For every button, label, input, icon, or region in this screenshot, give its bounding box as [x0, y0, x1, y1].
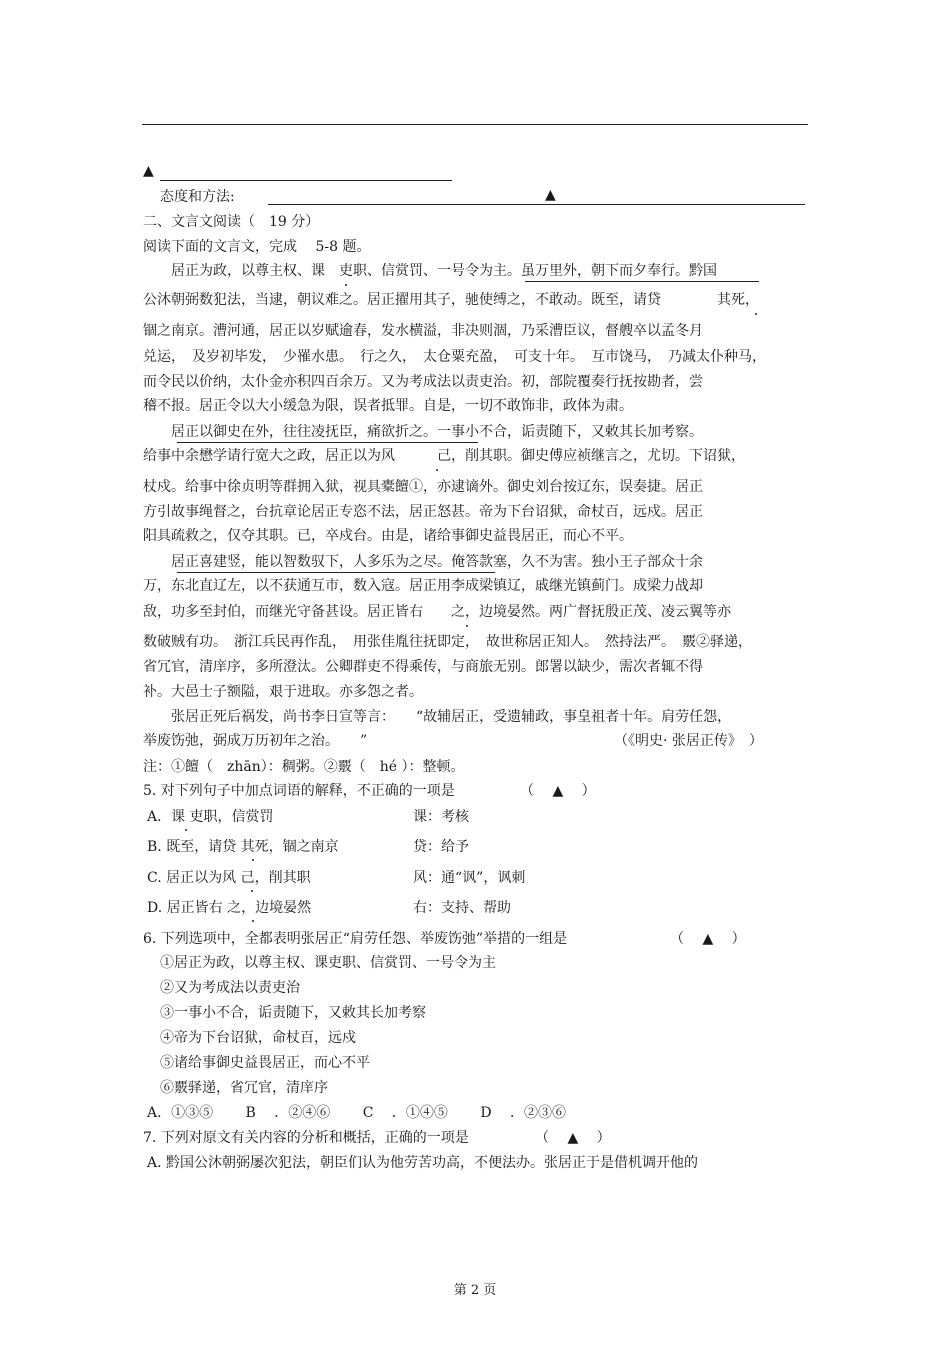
source-citation: （《明史· 张居正传》 ） — [614, 733, 763, 749]
sentence-underline — [177, 572, 495, 573]
section-title: 二、文言文阅读（ 19 分） — [143, 214, 320, 230]
passage-line: 而令民以价纳，太仆金亦积四百余万。又为考成法以责吏治。初，部院覆奏行抚按勘者，尝 — [143, 374, 703, 390]
q6-choices: A．①③⑤ B ．②④⑥ C ．①④⑤ D ．②③⑥ — [147, 1105, 567, 1121]
answer-triangle: ▲ — [545, 187, 556, 203]
answer-triangle: ▲ — [143, 163, 154, 179]
q6-item: ①居正为政，以尊主权、课吏职、信赏罚、一号令为主 — [160, 955, 496, 971]
option-a-gloss: 课：考核 — [413, 809, 469, 825]
passage-line: 张居正死后祸发，尚书李日宣等言： “故辅居正，受遗辅政，事皇祖者十年。肩劳任怨， — [143, 709, 732, 725]
question-5-stem: 5. 对下列句子中加点词语的解释，不正确的一项是 — [143, 783, 455, 799]
sentence-underline — [525, 281, 759, 282]
passage-line: 给事中余懋学请行宽大之政，居正以为风 己，削其职。御史傅应祯继言之，尤切。下诏狱， — [143, 448, 745, 464]
emphasis-dot — [345, 284, 347, 286]
emphasis-dot — [436, 469, 438, 471]
footnote: 注：①饘（ zhān）：稠粥。②覈（ hé ）：整顿。 — [143, 759, 465, 775]
q6-item: ②又为考成法以责吏治 — [160, 980, 300, 996]
q6-item: ⑥覈驿递，省冗官，清庠序 — [160, 1080, 328, 1096]
emphasis-dot — [755, 313, 757, 315]
answer-blank-line — [268, 204, 805, 205]
emphasis-dot — [252, 920, 254, 922]
option-d: D. 居正皆右 之，边境晏然 — [147, 900, 312, 916]
question-6-answer: （ ▲ ） — [670, 931, 746, 947]
passage-line: 省冗官，清庠序，多所澄汰。公卿群吏不得乘传，与商旅无别。郎署以缺少，需次者辄不得 — [143, 659, 703, 675]
passage-line: 稽不报。居正令以大小缓急为限，误者抵罪。自是，一切不敢饰非，政体为肃。 — [143, 398, 633, 414]
option-b-gloss: 贷：给予 — [413, 839, 469, 855]
option-b: B. 既至，请贷 其死，锢之南京 — [147, 839, 339, 855]
q6-item: ④帝为下台诏狱，命杖百，远戍 — [160, 1030, 356, 1046]
q6-item: ③一事小不合，诟责随下，又敕其长加考察 — [160, 1005, 426, 1021]
passage-line: 居正为政，以尊主权、课 吏职、信赏罚、一号令为主。虽万里外，朝下而夕奉行。黔国 — [143, 263, 717, 279]
passage-line: 方引故事绳督之，台抗章论居正专恣不法，居正怒甚。帝为下台诏狱，命杖百，远戍。居正 — [143, 504, 703, 520]
page-number: 第 2 页 — [453, 1283, 497, 1298]
option-c-gloss: 风：通“讽”，讽刺 — [413, 870, 526, 886]
question-6-stem: 6. 下列选项中，全都表明张居正“肩劳任怨、举废饬弛”举措的一组是 — [143, 931, 568, 947]
passage-line: 杖戍。给事中徐贞明等群拥入狱，视具橐饘①，亦逮谪外。御史刘台按辽东，误奏捷。居正 — [143, 479, 703, 495]
passage-line: 阳具疏救之，仅夺其职。已，卒戍台。由是，诸给事御史益畏居正，而心不平。 — [143, 528, 633, 544]
passage-line: 补。大邑士子额隘，艰于进取。亦多怨之者。 — [143, 684, 423, 700]
emphasis-dot — [251, 890, 253, 892]
emphasis-dot — [185, 829, 187, 831]
option-d-gloss: 右：支持、帮助 — [413, 900, 511, 916]
passage-line: 兑运， 及岁初毕发， 少罹水患。 行之久， 太仓粟充盈， 可支十年。 互市饶马， 乃减太仆种马， — [143, 349, 766, 365]
question-7-stem: 7. 下列对原文有关内容的分析和概括，正确的一项是 — [143, 1130, 469, 1146]
section-instruction: 阅读下面的文言文，完成 5-8 题。 — [143, 239, 371, 255]
passage-line: 公沐朝弼数犯法，当逮，朝议难之。居正擢用其子，驰使缚之，不敢动。既至，请贷 其死， — [143, 292, 759, 308]
passage-line: 举废饬弛，弼成万历初年之治。 ” — [143, 733, 368, 749]
q7-option-a: A. 黔国公沐朝弼屡次犯法，朝臣们认为他劳苦功高，不便法办。张居正于是借机调开他的 — [147, 1155, 699, 1171]
passage-line: 居正喜建竖，能以智数驭下，人多乐为之尽。俺答款塞，久不为害。独小王子部众十余 — [143, 554, 703, 570]
attitude-label: 态度和方法: — [160, 189, 235, 205]
emphasis-dot — [252, 859, 254, 861]
header-rule — [142, 124, 808, 125]
passage-line: 居正以御史在外，往往凌抚臣，痛欲折之。一事小不合，诟责随下，又敕其长加考察。 — [143, 424, 703, 440]
question-5-answer: （ ▲ ） — [520, 783, 596, 799]
emphasis-dot — [466, 625, 468, 627]
sentence-underline — [177, 442, 478, 443]
option-c: C. 居正以为风 己，削其职 — [147, 870, 311, 886]
passage-line: 锢之南京。漕河通，居正以岁赋逾春，发水横溢，非决则涸，乃采漕臣议，督艘卒以孟冬月 — [143, 323, 703, 339]
q6-item: ⑤诸给事御史益畏居正，而心不平 — [160, 1055, 370, 1071]
question-7-answer: （ ▲ ） — [535, 1130, 611, 1146]
option-a: A．课 吏职，信赏罚 — [147, 809, 274, 825]
passage-line: 数破贼有功。 浙江兵民再作乱， 用张佳胤往抚即定， 故世称居正知人。 然持法严。 覈②驿递， — [143, 634, 752, 650]
passage-line: 敌，功多至封伯，而继光守备甚设。居正皆右 之，边境晏然。两广督抚殷正茂、凌云翼等亦 — [143, 604, 731, 620]
passage-line: 万，东北直辽左，以不获通互市，数入寇。居正用李成梁镇辽，戚继光镇蓟门。成梁力战却 — [143, 578, 703, 594]
answer-blank-line — [160, 180, 452, 181]
